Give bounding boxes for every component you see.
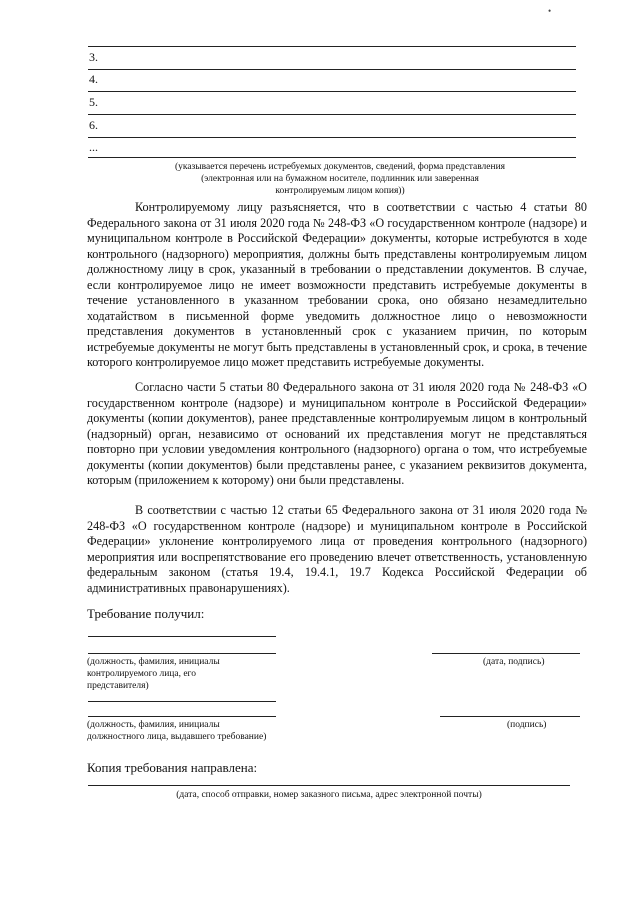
sig2-caption-line: должностного лица, выдавшего требование) — [87, 732, 267, 742]
paragraph-part12: В соответствии с частью 12 статьи 65 Федерального закона от 31 июля 2020 года № 248-ФЗ «О государственном контроле (надзоре) и муниципальном контроле в Российской Федерации» уклонение контролируемого лица от проведения контрольного (надзорного) мероприятия или воспрепятствование его проведению влечет ответственность, установленную федеральным законом (статья 19.4, 19.4.1, 19.7 Кодекса Российской Федерации об административных правонарушениях). — [87, 503, 587, 595]
blank-line — [88, 157, 576, 158]
signature-line — [88, 653, 276, 654]
copy-caption: (дата, способ отправки, номер заказного письма, адрес электронной почты) — [176, 790, 482, 800]
signature-line — [88, 716, 276, 717]
sig1-caption-line: контролируемого лица, его — [87, 669, 196, 679]
list-item-number: 4. — [89, 72, 98, 86]
blank-line — [88, 91, 576, 92]
sig1-right-caption: (дата, подпись) — [483, 657, 545, 667]
list-item-number: ... — [89, 140, 98, 154]
list-item-number: 5. — [89, 95, 98, 109]
list-item-number: 6. — [89, 118, 98, 132]
signature-line — [88, 636, 276, 637]
sig2-right-caption: (подпись) — [507, 720, 547, 730]
list-caption-line: (электронная или на бумажном носителе, подлинник или заверенная — [201, 174, 479, 184]
signature-line — [88, 701, 276, 702]
copy-label: Копия требования направлена: — [87, 760, 258, 775]
copy-line — [88, 785, 570, 786]
date-signature-line — [432, 653, 580, 654]
list-caption-line: (указывается перечень истребуемых документов, сведений, форма представления — [174, 162, 506, 172]
paragraph-part5: Согласно части 5 статьи 80 Федерального закона от 31 июля 2020 года № 248-ФЗ «О государственном контроле (надзоре) и муниципальном контроле в Российской Федерации» документы (копии документов), ранее представленные контролируемым лицом в контрольный (надзорный) орган, независимо от оснований их представления могут не представляться повторно при условии уведомления контрольного (надзорного) органа о том, что истребуемые документы (копии документов) были представлены ранее, с указанием реквизитов документа, которым (приложением к которому) они были представлены. — [87, 380, 587, 487]
scan-mark: • — [548, 6, 552, 16]
blank-line — [88, 69, 576, 70]
paragraph-part4: Контролируемому лицу разъясняется, что в соответствии с частью 4 статьи 80 Федерального закона от 31 июля 2020 года № 248-ФЗ «О государственном контроле (надзоре) и муниципальном контроле в Российской Федерации» документы, которые истребуются в ходе контрольного (надзорного) мероприятия, должны быть представлены контролируемым лицом должностному лицу в срок, указанный в требовании о представлении документов. В случае, если контролируемое лицо не имеет возможности представить истребуемые документы в течение установленного в указанном требовании срока, оно обязано незамедлительно ходатайством в письменной форме уведомить должностное лицо о невозможности представления документов в установленный срок с указанием причин, по которым истребуемые документы не могут быть представлены в установленный срок, и срока, в течение которого контролируемое лицо может представить истребуемые документы. — [87, 200, 587, 369]
blank-line — [88, 137, 576, 138]
blank-line — [88, 114, 576, 115]
sig1-caption-line: (должность, фамилия, инициалы — [87, 657, 220, 667]
list-caption-line: контролируемым лицом копия)) — [275, 186, 405, 196]
received-label: Требование получил: — [87, 606, 205, 621]
list-item-number: 3. — [89, 50, 98, 64]
signature-line — [440, 716, 580, 717]
blank-line — [88, 46, 576, 47]
sig2-caption-line: (должность, фамилия, инициалы — [87, 720, 220, 730]
sig1-caption-line: представителя) — [87, 681, 149, 691]
